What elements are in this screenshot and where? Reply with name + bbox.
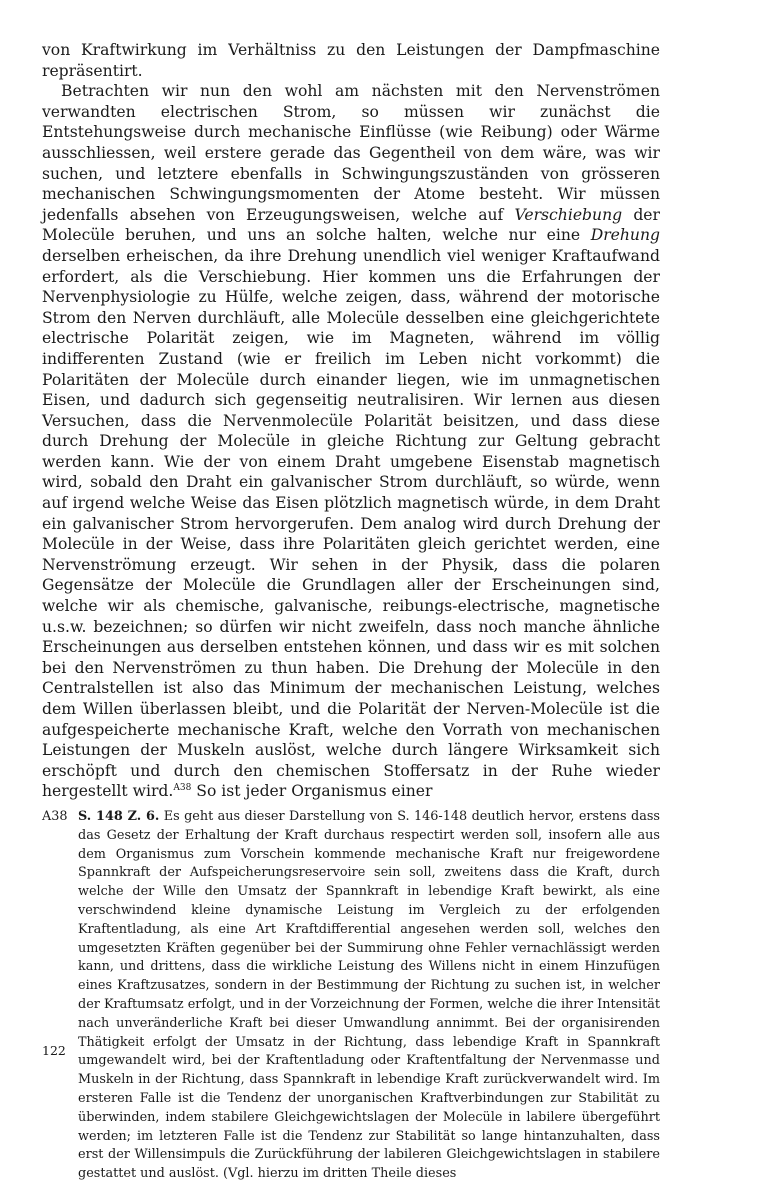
note-reference[interactable]: A38 xyxy=(173,783,192,794)
page xyxy=(42,40,660,1184)
continuation-paragraph xyxy=(42,40,660,81)
continuation-text: von Kraftwirkung im Verhältniss zu den Leistungen der Dampfmaschine repräsentirt. xyxy=(42,41,660,80)
emphasis-verschiebung: Verschiebung xyxy=(514,205,623,224)
page-number: 122 xyxy=(42,1043,66,1058)
emphasis-drehung: Drehung xyxy=(590,226,660,245)
body-text-2: der Molecüle beruhen, und uns an solche halten, welche nur eine xyxy=(42,205,660,245)
body-text-4: So ist jeder Organismus einer xyxy=(191,782,433,801)
endnote-body xyxy=(78,808,660,1184)
main-text xyxy=(42,40,660,802)
endnote-locator: S. 148 Z. 6. xyxy=(78,808,160,824)
body-text-3: derselben erheischen, da ihre Drehung unendlich viel weniger Kraftaufwand erfordert, als die Verschiebung. Hier kommen uns die Erfahrungen der Nervenphysiologie zu Hülfe, welche zeigen, dass, während der motorische Strom den Nerven durchläuft, alle Molecüle desselben eine gleichgerichtete electrische Polarität zeigen, wie im Magneten, während im völlig indifferenten Zustand (wie er freilich im Leben nicht vorkommt) die Polaritäten der Molecüle durch einander liegen, wie im unmagnetischen Eisen, und dadurch sich gegenseitig neutralisiren. Wir lernen aus diesen Versuchen, dass die Nervenmolecüle Polarität beisitzen, und dass diese durch Drehung der Molecüle in gleiche Richtung zur Geltung gebracht werden kann. Wie der von einem Draht umgebene Eisenstab magnetisch wird, sobald den Draht ein galvanischer Strom durchläuft, so würde, wenn auf irgend welche Weise das Eisen plötzlich magnetisch würde, in dem Draht ein galvanischer Strom hervorgerufen. Dem analog wird durch Drehung der Molecüle in der Weise, dass ihre Polaritäten gleich gerichtet werden, eine Nervenströmung erzeugt. Wir sehen in der Physik, dass die polaren Gegensätze der Molecüle die Grundlagen aller der Erscheinungen sind, welche wir als chemische, galvanische, reibungs-electrische, magnetische u.s.w. bezeichnen; so dürfen wir nicht zweifeln, dass noch manche ähnliche Erscheinungen aus derselben entstehen können, und dass wir es mit solchen bei den Nervenströmen zu thun haben. Die Drehung der Molecüle in den Centralstellen ist also das Minimum der mechanischen Leistung, welches dem Willen überlassen bleibt, und die Polarität der Nerven-Molecüle ist die aufgespeicherte mechanische Kraft, welche den Vorrath von mechanischen Leistungen der Muskeln auslöst, welche durch längere Wirksamkeit sich erschöpft und durch den chemischen Stoffersatz in der Ruhe wieder hergestellt wird. xyxy=(42,246,660,801)
endnote xyxy=(42,808,660,1184)
endnote-label: A38 xyxy=(42,808,68,824)
body-text-1: Betrachten wir nun den wohl am nächsten mit den Nervenströmen verwandten electrischen Strom, so müssen wir zunächst die Entstehungsweise durch mechanische Einflüsse (wie Reibung) oder Wärme ausschliessen, weil erstere gerade das Gegentheil von dem wäre, was wir suchen, und letztere ebenfalls in Schwingungszuständen von grösseren mechanischen Schwingungsmomenten der Atome besteht. Wir müssen jedenfalls absehen von Erzeugungsweisen, welche auf xyxy=(42,82,660,224)
endnote-text: Es geht aus dieser Darstellung von S. 146-148 deutlich hervor, erstens dass das Gesetz der Erhaltung der Kraft durchaus respectirt werden soll, insofern alle aus dem Organismus zum Vorschein kommende mechanische Kraft nur freigewordene Spannkraft der Aufspeicherungsreservoire sein soll, zweitens dass die Kraft, durch welche der Wille den Umsatz der Spannkraft in lebendige Kraft bewirkt, als eine verschwindend kleine dynamische Leistung im Vergleich zu der erfolgenden Kraftentladung, als eine Art Kraftdifferential angesehen werden soll, welches den umgesetzten Kräften gegenüber bei der Summirung ohne Fehler vernachlässigt werden kann, und drittens, dass die wirkliche Leistung des Willens nicht in einem Hinzufügen eines Kraftzusatzes, sondern in der Bestimmung der Richtung zu suchen ist, in welcher der Kraftumsatz erfolgt, und in der Vorzeichnung der Formen, welche die ihrer Intensität nach unveränderliche Kraft bei dieser Umwandlung annimmt. Bei der organisirenden Thätigkeit erfolgt der Umsatz in der Richtung, dass lebendige Kraft in Spannkraft umgewandelt wird, bei der Kraftentladung oder Kraftentfaltung der Nervenmasse und Muskeln in der Richtung, dass Spannkraft in lebendige Kraft zurückverwandelt wird. Im ersteren Falle ist die Tendenz der unorganischen Kraftverbindungen zur Stabilität zu überwinden, indem stabilere Gleichgewichtslagen der Molecüle in labilere übergeführt werden; im letzteren Falle ist die Tendenz zur Stabilität so lange hintanzuhalten, dass erst der Willensimpuls die Zurückführung der labileren Gleichgewichtslagen in stabilere gestattet und auslöst. (Vgl. hierzu im dritten Theile dieses xyxy=(78,808,660,1182)
body-paragraph xyxy=(42,81,660,802)
